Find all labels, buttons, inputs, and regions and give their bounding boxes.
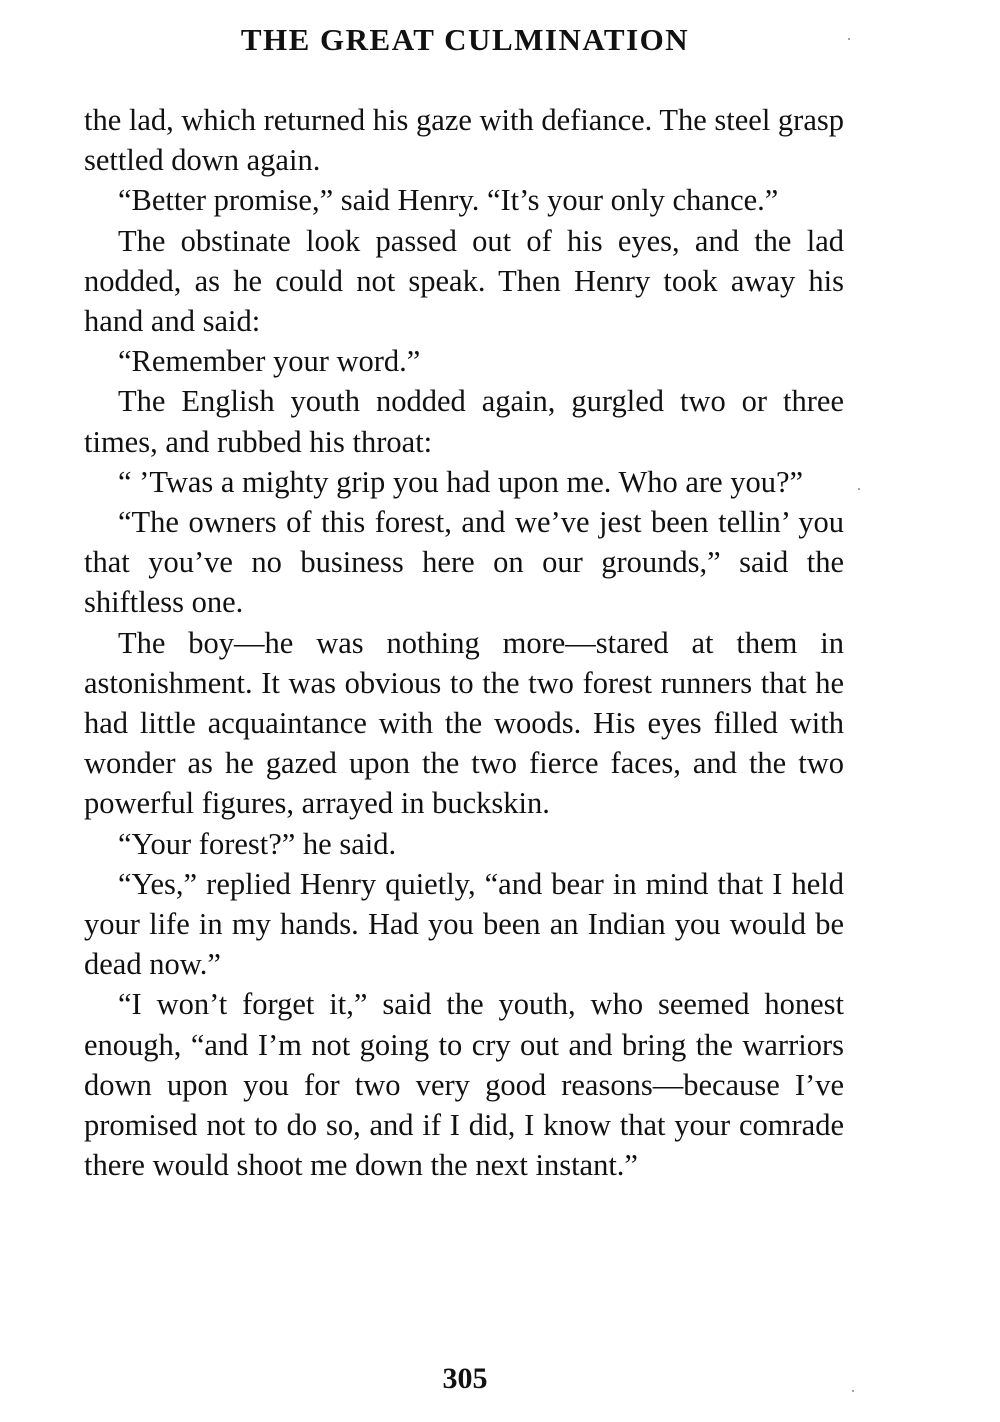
paragraph: The boy—he was nothing more—stared at them in astonishment. It was obvious to the two forest runners that he had little acquaintance with the woods. His eyes filled with wonder as he gazed upon the two fierce faces, and the two powerful figures, arrayed in buckskin. <box>84 625 844 821</box>
body-text <box>84 100 844 1185</box>
paragraph: “Yes,” replied Henry quietly, “and bear in mind that I held your life in my hands. Had you been an Indian you would be dead now.” <box>84 866 844 982</box>
paragraph: “Your forest?” he said. <box>118 826 397 861</box>
page-number: 305 <box>442 1362 488 1395</box>
paragraph: “ ’Twas a mighty grip you had upon me. Who are you?” <box>118 464 804 499</box>
paragraph: “The owners of this forest, and we’ve jest been tellin’ you that you’ve no business here on our grounds,” said the shiftless one. <box>84 505 844 620</box>
scan-speck <box>848 38 850 40</box>
running-head: THE GREAT CULMINATION <box>240 22 690 57</box>
scan-speck <box>852 1390 854 1392</box>
paragraph: “Remember your word.” <box>118 344 421 379</box>
paragraph: “I won’t forget it,” said the youth, who seemed honest enough, “and I’m not going to cry out and bring the warriors down upon you for two very good reasons—because I’ve promised not to do so, and if I did, I know that your comrade there would shoot me down the next instant.” <box>84 987 844 1183</box>
scan-speck <box>858 488 860 490</box>
paragraph: The obstinate look passed out of his eyes, and the lad nodded, as he could not speak. Then Henry took away his hand and said: <box>84 223 844 339</box>
paragraph: the lad, which returned his gaze with defiance. The steel grasp settled down again. <box>84 103 844 178</box>
paragraph: “Better promise,” said Henry. “It’s your only chance.” <box>118 183 779 218</box>
paragraph: The English youth nodded again, gurgled two or three times, and rubbed his throat: <box>84 384 844 459</box>
